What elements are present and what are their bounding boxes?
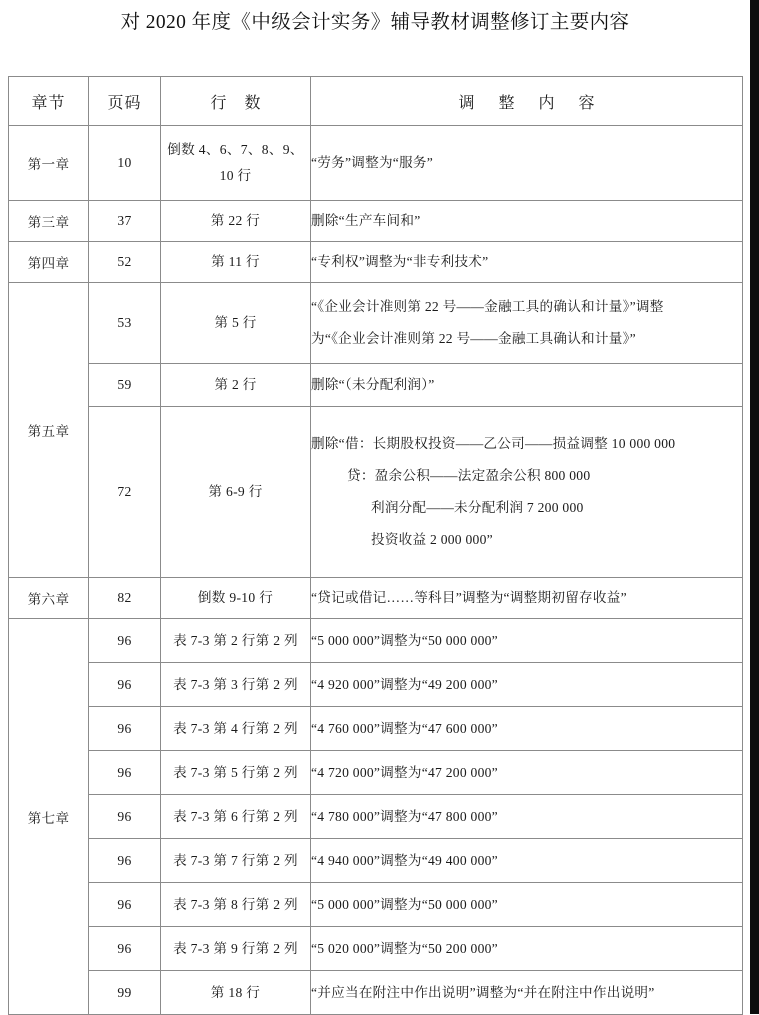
content-line: “《企业会计准则第 22 号——金融工具的确认和计量》”调整: [311, 299, 664, 314]
cell-revision-content: [311, 364, 743, 407]
cell-chapter: 第一章: [9, 126, 89, 201]
content-line: “并应当在附注中作出说明”调整为“并在附注中作出说明”: [311, 984, 655, 1000]
content-line: 投资收益 2 000 000”: [371, 532, 493, 547]
content-line: “5 000 000”调整为“50 000 000”: [311, 896, 498, 912]
cell-page-number: 52: [89, 242, 161, 283]
cell-page-number: 96: [89, 663, 161, 707]
content-line: 为“《企业会计准则第 22 号——金融工具确认和计量》”: [311, 331, 636, 346]
cell-chapter: 第七章: [9, 619, 89, 1015]
cell-revision-content: [311, 751, 743, 795]
cell-line-numbers: 表 7-3 第 7 行第 2 列: [161, 839, 311, 883]
content-line: 利润分配——未分配利润 7 200 000: [371, 500, 584, 515]
column-header-lines: 行 数: [161, 77, 311, 126]
content-line: “贷记或借记……等科目”调整为“调整期初留存收益”: [311, 590, 627, 605]
cell-revision-content: [311, 283, 743, 364]
content-line: 删除“生产车间和”: [311, 213, 421, 228]
cell-page-number: 96: [89, 707, 161, 751]
page-edge-artifact: [750, 0, 759, 1014]
table-row: [9, 407, 743, 578]
cell-page-number: 96: [89, 619, 161, 663]
cell-line-numbers: 第 22 行: [161, 201, 311, 242]
cell-page-number: 96: [89, 795, 161, 839]
table-row: [9, 578, 743, 619]
content-line: “4 760 000”调整为“47 600 000”: [311, 720, 498, 736]
content-line: 贷：盈余公积——法定盈余公积 800 000: [347, 468, 591, 483]
cell-line-numbers: 第 5 行: [161, 283, 311, 364]
revision-table: [8, 76, 743, 1015]
cell-revision-content: [311, 619, 743, 663]
cell-line-numbers: 表 7-3 第 5 行第 2 列: [161, 751, 311, 795]
cell-line-numbers: 第 6-9 行: [161, 407, 311, 578]
content-line: “专利权”调整为“非专利技术”: [311, 254, 489, 269]
cell-chapter: 第三章: [9, 201, 89, 242]
cell-page-number: 10: [89, 126, 161, 201]
table-row: [9, 283, 743, 364]
content-line: “4 940 000”调整为“49 400 000”: [311, 852, 498, 868]
table-header-row: [9, 77, 743, 126]
cell-page-number: 37: [89, 201, 161, 242]
cell-revision-content: [311, 201, 743, 242]
table-row: [9, 795, 743, 839]
cell-page-number: 96: [89, 751, 161, 795]
cell-revision-content: [311, 971, 743, 1015]
cell-line-numbers: 第 11 行: [161, 242, 311, 283]
cell-line-numbers: 第 2 行: [161, 364, 311, 407]
table-row: [9, 883, 743, 927]
cell-page-number: 59: [89, 364, 161, 407]
content-line: 删除“（未分配利润）”: [311, 377, 435, 392]
cell-revision-content: [311, 242, 743, 283]
cell-page-number: 82: [89, 578, 161, 619]
cell-revision-content: [311, 883, 743, 927]
table-row: [9, 663, 743, 707]
cell-page-number: 96: [89, 927, 161, 971]
cell-line-numbers: 表 7-3 第 4 行第 2 列: [161, 707, 311, 751]
cell-revision-content: [311, 707, 743, 751]
cell-revision-content: [311, 663, 743, 707]
cell-revision-content: [311, 839, 743, 883]
column-header-content: 调 整 内 容: [311, 77, 743, 126]
cell-page-number: 53: [89, 283, 161, 364]
cell-revision-content: [311, 407, 743, 578]
cell-line-numbers: 表 7-3 第 8 行第 2 列: [161, 883, 311, 927]
cell-chapter: 第六章: [9, 578, 89, 619]
cell-page-number: 99: [89, 971, 161, 1015]
cell-line-numbers: 表 7-3 第 6 行第 2 列: [161, 795, 311, 839]
table-row: [9, 751, 743, 795]
cell-page-number: 96: [89, 839, 161, 883]
cell-line-numbers: 表 7-3 第 3 行第 2 列: [161, 663, 311, 707]
table-row: [9, 242, 743, 283]
cell-revision-content: [311, 126, 743, 201]
cell-chapter: 第五章: [9, 283, 89, 578]
table-row: [9, 126, 743, 201]
page-title: 对 2020 年度《中级会计实务》辅导教材调整修订主要内容: [120, 12, 630, 33]
cell-chapter: 第四章: [9, 242, 89, 283]
table-row: [9, 927, 743, 971]
cell-line-numbers: 第 18 行: [161, 971, 311, 1015]
content-line: “5 000 000”调整为“50 000 000”: [311, 632, 498, 648]
table-header: [9, 77, 743, 126]
cell-page-number: 96: [89, 883, 161, 927]
content-line: 删除“借：长期股权投资——乙公司——损益调整 10 000 000: [311, 436, 676, 451]
cell-revision-content: [311, 927, 743, 971]
table-row: [9, 971, 743, 1015]
table-row: [9, 839, 743, 883]
column-header-chapter: 章节: [9, 77, 89, 126]
table-row: [9, 619, 743, 663]
table-row: [9, 364, 743, 407]
content-line: “劳务”调整为“服务”: [311, 155, 434, 170]
table-body: [9, 126, 743, 1015]
cell-revision-content: [311, 795, 743, 839]
content-line: “5 020 000”调整为“50 200 000”: [311, 940, 498, 956]
column-header-page: 页码: [89, 77, 161, 126]
content-line: “4 920 000”调整为“49 200 000”: [311, 676, 498, 692]
cell-page-number: 72: [89, 407, 161, 578]
content-line: “4 720 000”调整为“47 200 000”: [311, 764, 498, 780]
cell-revision-content: [311, 578, 743, 619]
cell-line-numbers: 表 7-3 第 2 行第 2 列: [161, 619, 311, 663]
cell-line-numbers: 倒数 4、6、7、8、9、10 行: [161, 126, 311, 201]
table-row: [9, 201, 743, 242]
cell-line-numbers: 表 7-3 第 9 行第 2 列: [161, 927, 311, 971]
content-line: “4 780 000”调整为“47 800 000”: [311, 808, 498, 824]
table-row: [9, 707, 743, 751]
cell-line-numbers: 倒数 9-10 行: [161, 578, 311, 619]
